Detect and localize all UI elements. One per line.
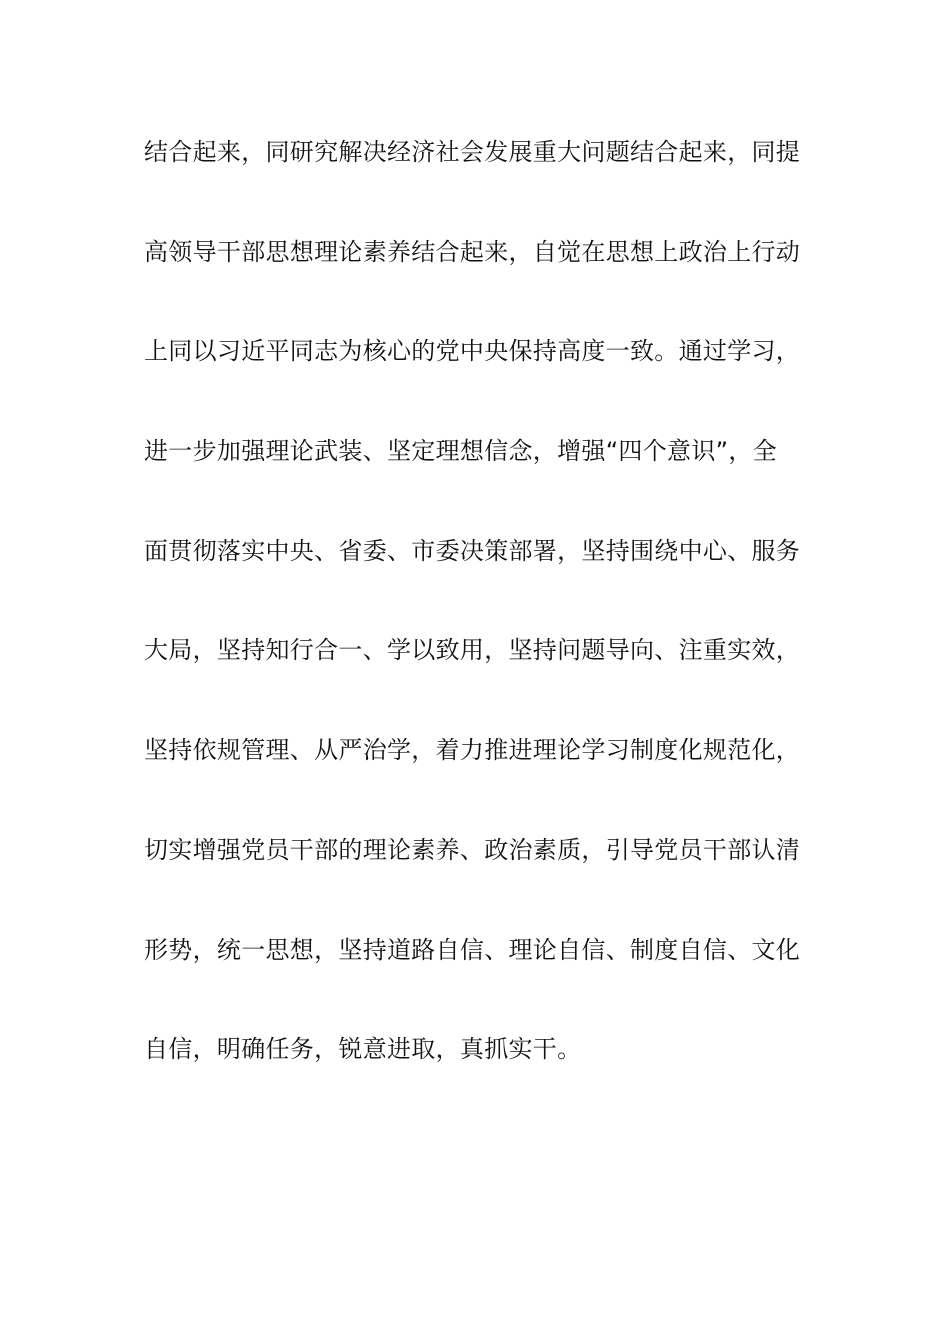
text-line-5: 面贯彻落实中央、省委、市委决策部署，坚持围绕中心、服务 — [144, 536, 801, 565]
text-line-6: 大局，坚持知行合一、学以致用，坚持问题导向、注重实效， — [144, 636, 801, 665]
text-line-2: 高领导干部思想理论素养结合起来，自觉在思想上政治上行动 — [144, 237, 801, 266]
text-line-7: 坚持依规管理、从严治学，着力推进理论学习制度化规范化， — [144, 736, 801, 765]
text-line-9: 形势，统一思想，坚持道路自信、理论自信、制度自信、文化 — [144, 935, 801, 964]
text-line-8: 切实增强党员干部的理论素养、政治素质，引导党员干部认清 — [144, 835, 801, 864]
text-line-3: 上同以习近平同志为核心的党中央保持高度一致。通过学习， — [144, 337, 801, 366]
text-line-4: 进一步加强理论武装、坚定理想信念，增强“四个意识”，全 — [144, 437, 777, 466]
text-line-1: 结合起来，同研究解决经济社会发展重大问题结合起来，同提 — [144, 138, 801, 166]
text-line-10: 自信，明确任务，锐意进取，真抓实干。 — [144, 1035, 582, 1064]
body-text — [144, 125, 824, 1122]
